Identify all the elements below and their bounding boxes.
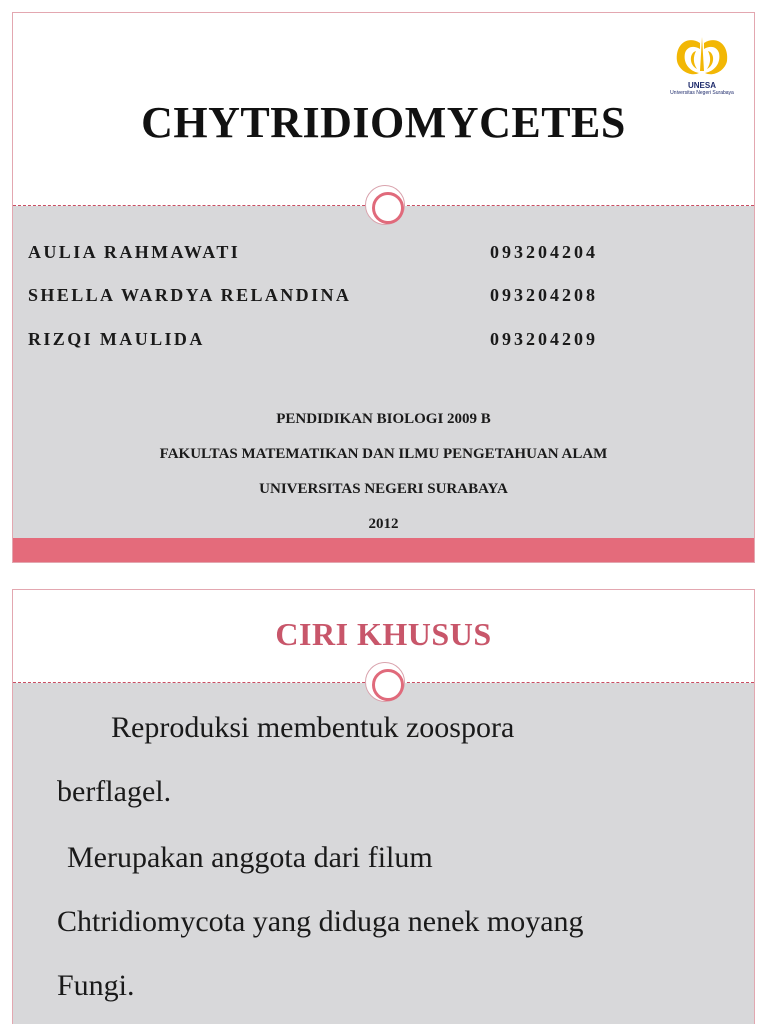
year-line: 2012 — [368, 516, 399, 532]
logo-name: UNESA — [687, 81, 716, 90]
title-slide — [12, 12, 755, 563]
author-id: 093204208 — [490, 285, 598, 305]
body-area — [13, 206, 754, 538]
paragraph-line: Chtridiomycota yang diduga nenek moyang — [57, 905, 584, 938]
circle-ornament-icon — [365, 185, 405, 225]
paragraph-line: Fungi. — [57, 969, 135, 1002]
faculty-line: FAKULTAS MATEMATIKAN DAN ILMU PENGETAHUAN ALAM — [159, 446, 608, 462]
author-name: RIZQI MAULIDA — [28, 329, 205, 349]
program-line: PENDIDIKAN BIOLOGI 2009 B — [276, 411, 491, 427]
unesa-logo — [669, 31, 735, 97]
title-area — [13, 13, 754, 205]
slide-title: CIRI KHUSUS — [275, 616, 492, 652]
content-slide — [12, 589, 755, 1024]
author-id: 093204204 — [490, 242, 598, 262]
author-name: AULIA RAHMAWATI — [28, 242, 241, 262]
circle-ornament-icon — [365, 662, 405, 702]
author-row — [28, 285, 728, 309]
accent-band — [13, 538, 754, 563]
unesa-wings-icon — [669, 31, 735, 81]
paragraph-line: Merupakan anggota dari filum — [67, 841, 433, 874]
author-row — [28, 242, 728, 266]
author-name: SHELLA WARDYA RELANDINA — [28, 285, 352, 305]
body-area — [13, 683, 754, 1024]
logo-subtitle: Universitas Negeri Surabaya — [670, 90, 734, 96]
paragraph-line: berflagel. — [57, 775, 172, 808]
slide-title: CHYTRIDIOMYCETES — [141, 98, 626, 147]
author-id: 093204209 — [490, 329, 598, 349]
university-line: UNIVERSITAS NEGERI SURABAYA — [259, 481, 508, 497]
paragraph-line: Reproduksi membentuk zoospora — [111, 711, 515, 744]
author-row — [28, 329, 728, 353]
